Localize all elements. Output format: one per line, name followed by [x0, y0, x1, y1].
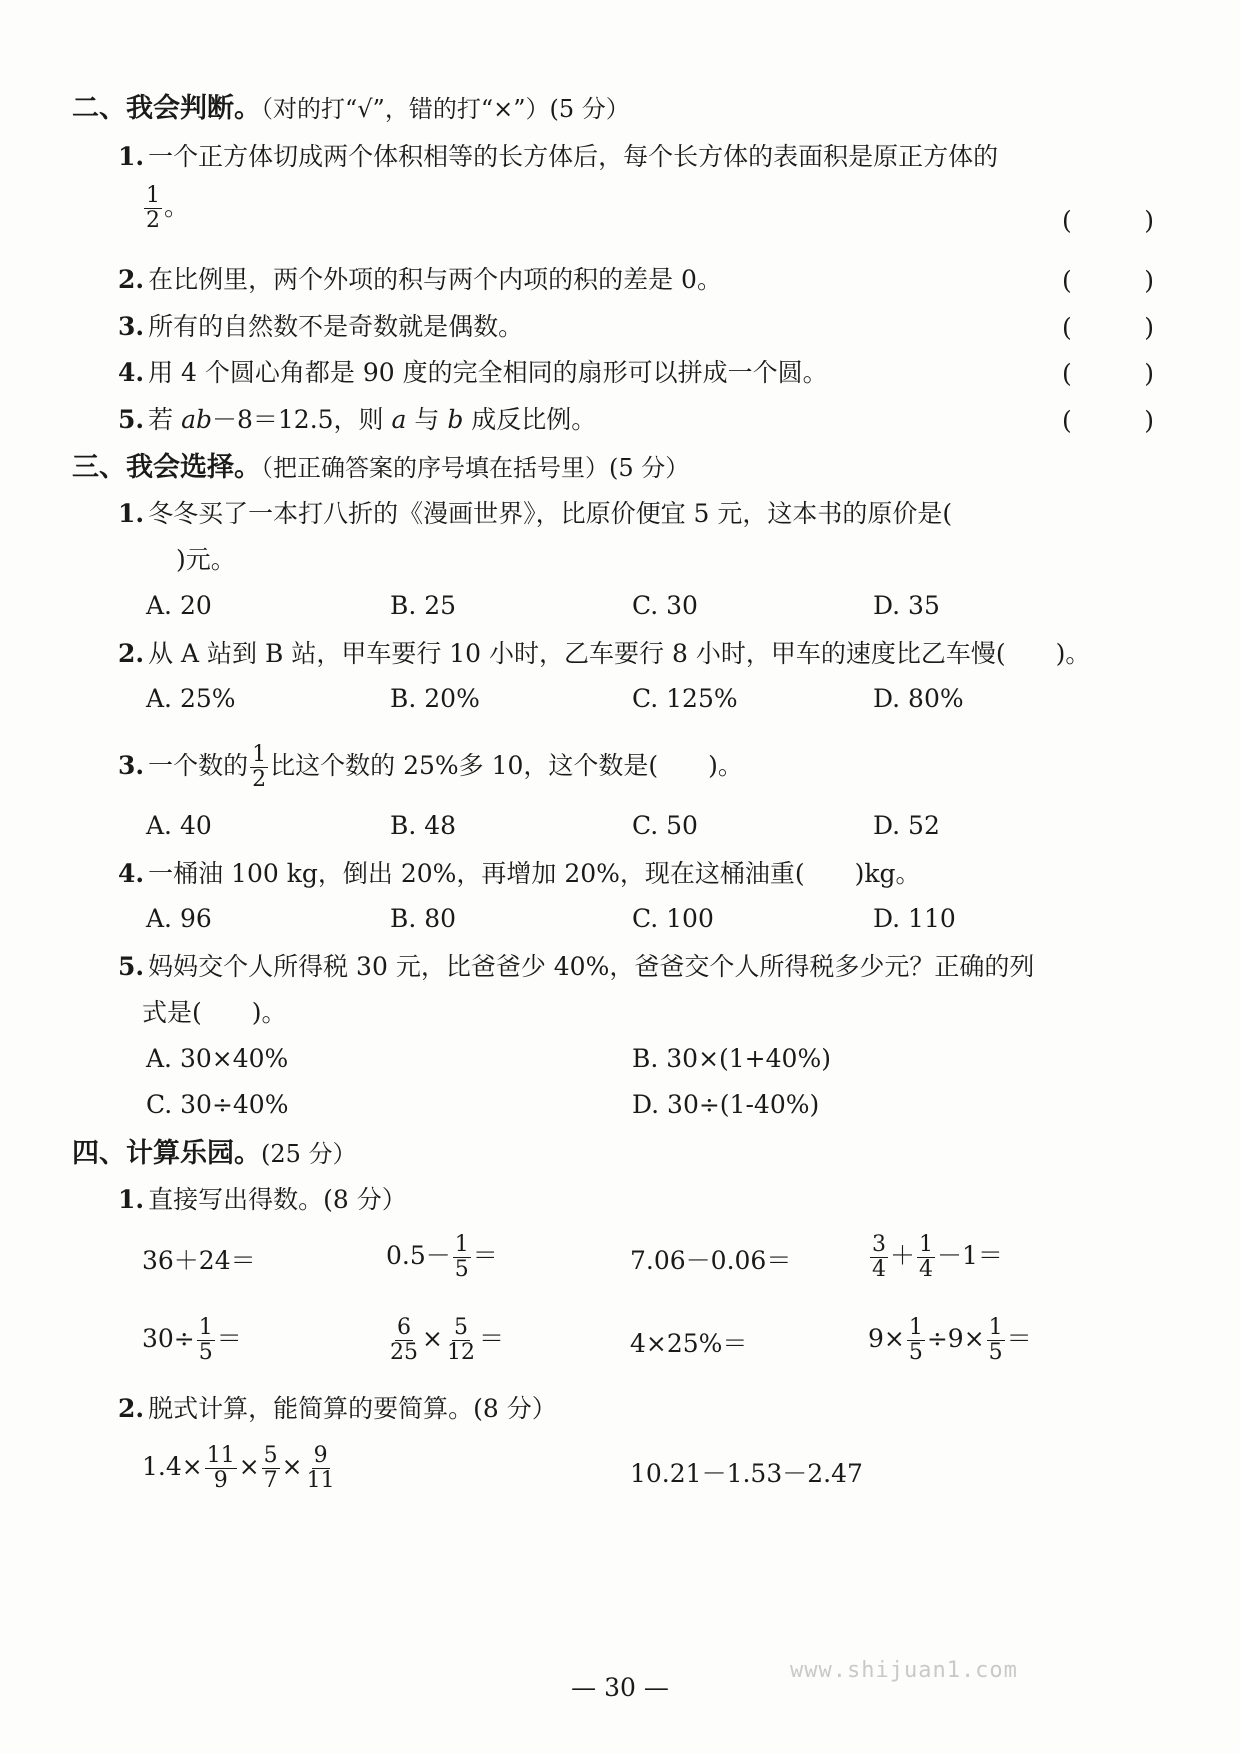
choice-q2-num: 2. [118, 639, 145, 668]
section3-note: （把正确答案的序号填在括号里）(5 分） [261, 454, 690, 482]
fraction: $\frac{3}{4}$ [872, 1232, 886, 1283]
section3-title: 三、我会选择。 [72, 452, 261, 483]
judge-item-1-fraction [142, 184, 189, 233]
fraction: $\frac{1}{4}$ [919, 1232, 934, 1283]
section2-title: 二、我会判断。 [72, 93, 261, 124]
choice-q2-option-a[interactable]: A. 25% [146, 684, 236, 713]
section4-note: (25 分） [261, 1140, 357, 1168]
fraction: $\frac{5}{12}$ [446, 1315, 475, 1366]
section3-heading [72, 451, 689, 485]
calc-sub2-text: 脱式计算，能简算的要简算。(8 分） [148, 1394, 557, 1423]
choice-q2-option-d[interactable]: D. 80% [873, 684, 964, 713]
choice-q1-option-d[interactable]: D. 35 [873, 591, 940, 620]
judge-item-3-text: 所有的自然数不是奇数就是偶数。 [148, 312, 524, 341]
answer-bracket-1[interactable]: ( ) [1062, 206, 1154, 235]
choice-q4-option-a[interactable]: A. 96 [146, 904, 212, 933]
choice-q1-option-c[interactable]: C. 30 [632, 591, 698, 620]
period: 。 [164, 192, 190, 222]
fraction: $\frac{9}{11}$ [306, 1443, 335, 1494]
choice-q5-option-c[interactable]: C. 30÷40% [146, 1090, 289, 1119]
choice-q1-text: 冬冬买了一本打八折的《漫画世界》，比原价便宜 5 元，这本书的原价是( [148, 499, 953, 528]
choice-q3-option-d[interactable]: D. 52 [873, 811, 940, 840]
var-a: a [391, 405, 407, 434]
fraction: $\frac{6}{25}$ [390, 1315, 418, 1366]
choice-q3-option-a[interactable]: A. 40 [146, 811, 212, 840]
section2-heading [72, 92, 630, 126]
choice-q3-option-c[interactable]: C. 50 [632, 811, 698, 840]
judge-item-3-num: 3. [118, 312, 145, 341]
choice-q1 [118, 498, 952, 529]
section4-heading [72, 1137, 357, 1171]
answer-bracket-4[interactable]: ( ) [1062, 359, 1154, 388]
judge-item-1 [118, 141, 998, 172]
page-number: — 30 — [571, 1673, 669, 1702]
fraction: $\frac{1}{5}$ [908, 1315, 923, 1366]
judge-item-1-num: 1. [118, 142, 145, 171]
answer-bracket-2[interactable]: ( ) [1062, 266, 1154, 295]
choice-q2-text: 从 A 站到 B 站，甲车要行 10 小时，乙车要行 8 小时，甲车的速度比乙车慢( )。 [148, 639, 1091, 668]
choice-q3: 3. 一个数的 $\frac{1}{2}$ 比这个数的 25%多 10，这个数是( )。 [118, 742, 743, 793]
choice-q4-num: 4. [118, 859, 145, 888]
calc-sub2 [118, 1393, 557, 1424]
choice-q5-text: 妈妈交个人所得税 30 元，比爸爸少 40%，爸爸交个人所得税多少元？正确的列 [148, 952, 1035, 981]
watermark: www.shijuan1.com [790, 1658, 1018, 1683]
judge-item-4-text: 用 4 个圆心角都是 90 度的完全相同的扇形可以拼成一个圆。 [148, 358, 828, 387]
stepwise-expr-2: 10.21－1.53－2.47 [630, 1459, 863, 1488]
choice-q1-num: 1. [118, 499, 145, 528]
choice-q5-option-b[interactable]: B. 30×(1+40%) [632, 1044, 831, 1073]
calc-sub1 [118, 1184, 407, 1215]
judge-item-2 [118, 264, 722, 295]
fraction: $\frac{1}{5}$ [988, 1315, 1003, 1366]
answer-bracket-3[interactable]: ( ) [1062, 313, 1154, 342]
choice-q3-option-b[interactable]: B. 48 [390, 811, 457, 840]
fraction: $\frac{1}{2}$ [252, 742, 267, 793]
choice-q4-option-b[interactable]: B. 80 [390, 904, 457, 933]
oral-expr-5: 30÷ $\frac{1}{5}$ ＝ [142, 1315, 242, 1366]
oral-expr-2: 0.5－ $\frac{1}{5}$ ＝ [386, 1232, 498, 1283]
oral-expr-4: $\frac{3}{4}$ ＋ $\frac{1}{4}$ －1＝ [872, 1232, 1003, 1283]
choice-q5-line2: 式是( )。 [142, 998, 287, 1027]
choice-q5-option-d[interactable]: D. 30÷(1-40%) [632, 1090, 820, 1119]
choice-q1-option-b[interactable]: B. 25 [390, 591, 457, 620]
section4-title: 四、计算乐园。 [72, 1138, 261, 1169]
choice-q3-num: 3. [118, 751, 145, 781]
oral-expr-6: $\frac{6}{25}$ × $\frac{5}{12}$ ＝ [390, 1315, 504, 1366]
choice-q4-option-d[interactable]: D. 110 [873, 904, 956, 933]
judge-item-4 [118, 357, 828, 388]
choice-q4 [118, 858, 921, 889]
fraction: $\frac{1}{5}$ [454, 1232, 469, 1283]
stepwise-expr-1: 1.4× $\frac{11}{9}$ × $\frac{5}{7}$ × $\frac{9}{11}$ [142, 1443, 335, 1494]
choice-q2-option-c[interactable]: C. 125% [632, 684, 738, 713]
choice-q4-option-c[interactable]: C. 100 [632, 904, 714, 933]
choice-q5-num: 5. [118, 952, 145, 981]
choice-q4-text: 一桶油 100 kg，倒出 20%，再增加 20%，现在这桶油重( )kg。 [148, 859, 921, 888]
var-ab: ab [181, 405, 212, 434]
oral-expr-1: 36＋24＝ [142, 1246, 256, 1275]
fraction: $\frac{1}{5}$ [198, 1315, 213, 1366]
judge-item-5-num: 5. [118, 405, 145, 434]
judge-item-4-num: 4. [118, 358, 145, 387]
judge-item-5: 5. 若 ab－8＝12.5，则 a 与 b 成反比例。 [118, 405, 597, 434]
fraction: $\frac{5}{7}$ [263, 1443, 278, 1494]
calc-sub1-text: 直接写出得数。(8 分） [148, 1185, 407, 1214]
section2-note: （对的打“√”，错的打“×”）(5 分） [261, 95, 630, 123]
oral-expr-8: 9× $\frac{1}{5}$ ÷9× $\frac{1}{5}$ ＝ [868, 1315, 1032, 1366]
var-b: b [447, 405, 464, 434]
answer-bracket-5[interactable]: ( ) [1062, 406, 1154, 435]
choice-q2 [118, 638, 1090, 669]
judge-item-2-num: 2. [118, 265, 145, 294]
choice-q1-option-a[interactable]: A. 20 [146, 591, 212, 620]
judge-item-1-text: 一个正方体切成两个体积相等的长方体后，每个长方体的表面积是原正方体的 [148, 142, 999, 171]
fraction: $\frac{11}{9}$ [206, 1443, 235, 1494]
choice-q5 [118, 951, 1034, 982]
calc-sub1-num: 1. [118, 1185, 145, 1214]
fraction: $\frac{1}{2}$ [146, 183, 160, 234]
calc-sub2-num: 2. [118, 1394, 145, 1423]
judge-item-2-text: 在比例里，两个外项的积与两个内项的积的差是 0。 [148, 265, 722, 294]
choice-q2-option-b[interactable]: B. 20% [390, 684, 480, 713]
choice-q1-line2: )元。 [176, 545, 236, 574]
judge-item-3 [118, 311, 523, 342]
oral-expr-7: 4×25%＝ [630, 1329, 748, 1358]
choice-q5-option-a[interactable]: A. 30×40% [146, 1044, 289, 1073]
oral-expr-3: 7.06－0.06＝ [630, 1246, 792, 1275]
